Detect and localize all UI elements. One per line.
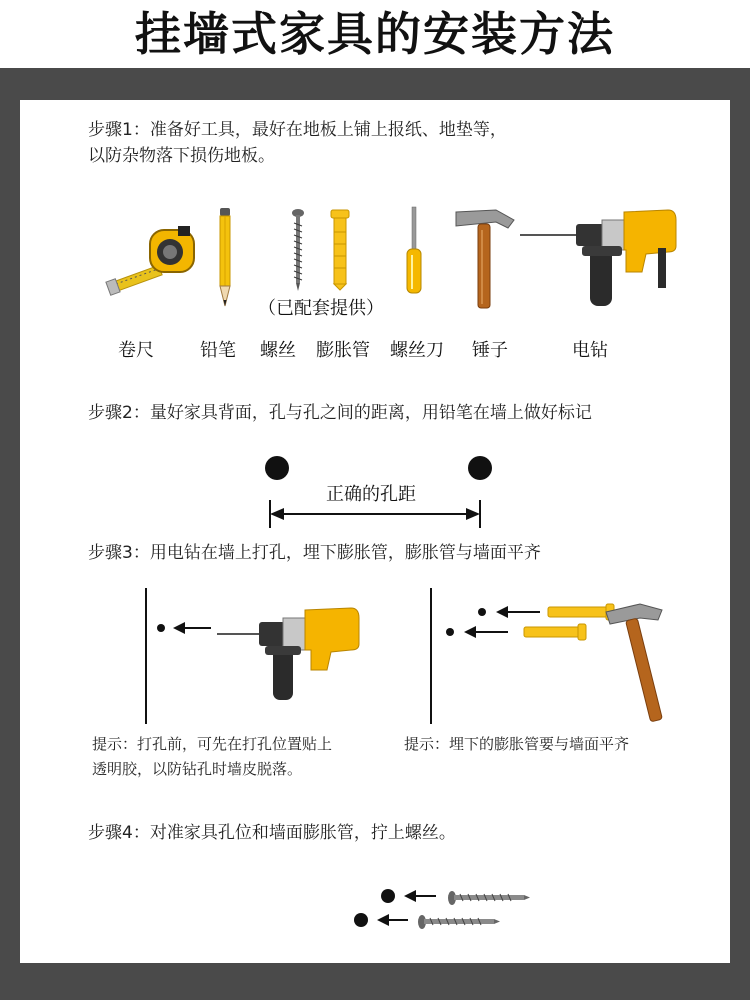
- tool-label-hammer: 锤子: [472, 340, 508, 361]
- tool-label-drill: 电钻: [572, 340, 608, 361]
- tool-label-tape-measure: 卷尺: [118, 340, 154, 361]
- tool-label-pencil: 铅笔: [200, 340, 236, 361]
- screwdriver-icon: [404, 207, 424, 295]
- hammer-icon: [452, 206, 518, 310]
- anchor-insertion-illustration: [440, 598, 670, 728]
- tool-label-anchor: 膨胀管: [316, 340, 370, 361]
- tip-left-line1: 提示：打孔前，可先在打孔位置贴上: [92, 735, 333, 753]
- tool-label-screwdriver: 螺丝刀: [390, 340, 444, 361]
- pencil-icon: [214, 208, 236, 308]
- hole-mark-left: [265, 456, 289, 480]
- step3-text: 步骤3：用电钻在墙上打孔，埋下膨胀管，膨胀管与墙面平齐: [88, 543, 541, 563]
- tool-label-screw: 螺丝: [260, 340, 296, 361]
- tip-right: 提示：埋下的膨胀管要与墙面平齐: [404, 735, 630, 753]
- wall-line-left: [145, 588, 147, 724]
- page-title: 挂墙式家具的安装方法: [135, 7, 615, 61]
- instruction-panel: [20, 100, 730, 963]
- supplied-note: （已配套提供）: [258, 298, 384, 319]
- drilling-illustration: [155, 602, 365, 702]
- step1-line2: 以防杂物落下损伤地板。: [88, 146, 275, 166]
- tip-left-line2: 透明胶，以防钻孔时墙皮脱落。: [92, 760, 303, 778]
- screw-fastening-illustration: [350, 886, 550, 936]
- wall-line-right: [430, 588, 432, 724]
- expansion-anchor-icon: [328, 210, 352, 290]
- step4-text: 步骤4：对准家具孔位和墙面膨胀管，拧上螺丝。: [88, 823, 456, 843]
- hole-mark-right: [468, 456, 492, 480]
- step1-line1: 步骤1：准备好工具，最好在地板上铺上报纸、地垫等，: [88, 120, 507, 140]
- step2-text: 步骤2：量好家具背面，孔与孔之间的距离，用铅笔在墙上做好标记: [88, 403, 592, 423]
- tape-measure-icon: [108, 222, 198, 300]
- electric-drill-icon: [520, 202, 680, 310]
- screw-icon: [291, 209, 305, 291]
- distance-label: 正确的孔距: [326, 484, 416, 505]
